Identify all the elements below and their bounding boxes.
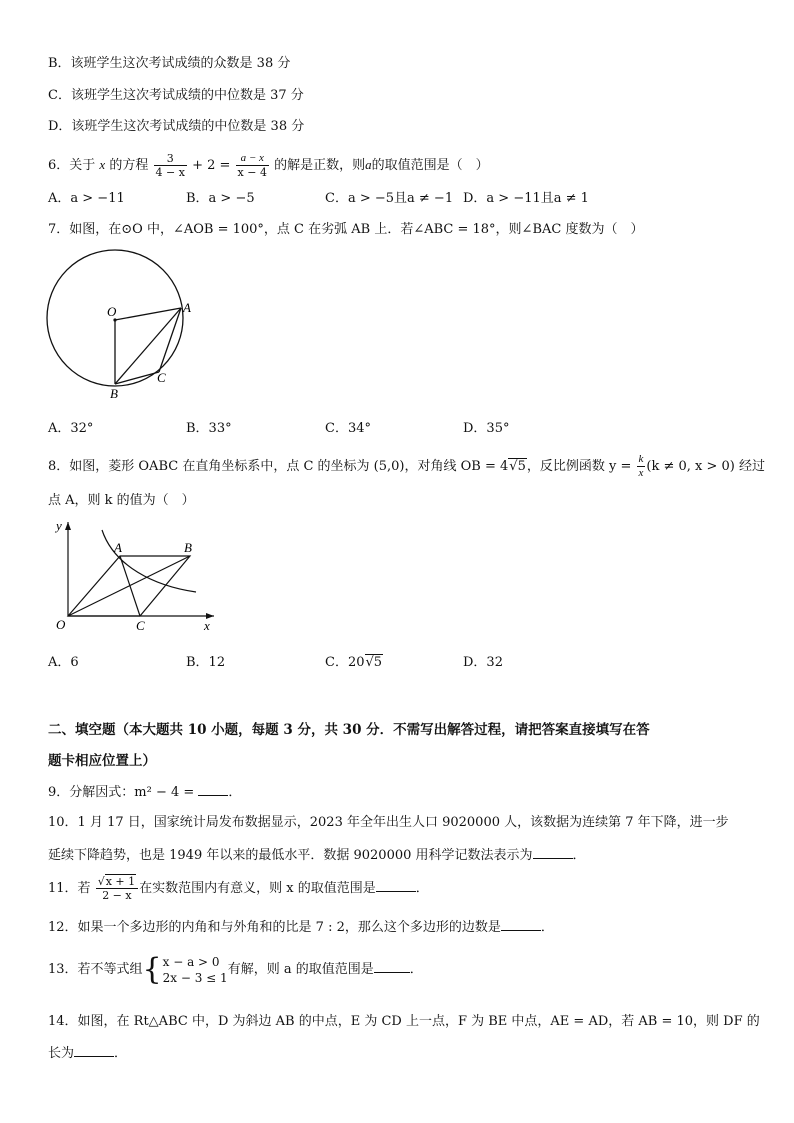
q6-option-a: A．a > −11 bbox=[48, 191, 125, 206]
q11-fraction: $\frac{√x + 1}{2 - x}$ bbox=[96, 875, 138, 902]
label-x: x bbox=[204, 618, 210, 633]
q8-fraction: $\frac{k}{x}$ bbox=[638, 453, 644, 479]
label-a: A bbox=[183, 300, 191, 315]
label-y: y bbox=[56, 518, 62, 533]
system-brace: { bbox=[142, 951, 162, 987]
q7-option-d: D．35° bbox=[463, 421, 510, 436]
section2-heading-line1: 二、填空题（本大题共 10 小题，每题 3 分，共 30 分．不需写出解答过程，请把答案直接填写在答 bbox=[48, 722, 650, 738]
q14-stem-line1: 14．如图，在 Rt△ABC 中，D 为斜边 AB 的中点，E 为 CD 上一点，F 为 BE 中点，AE = AD，若 AB = 10，则 DF 的 bbox=[48, 1014, 760, 1029]
q7-option-a: A．32° bbox=[48, 421, 94, 436]
q12-answer-blank[interactable] bbox=[501, 918, 541, 931]
q9-answer-blank[interactable] bbox=[198, 783, 228, 796]
q12-stem: 12．如果一个多边形的内角和与外角和的比是 7 : 2，那么这个多边形的边数是 ． bbox=[48, 920, 554, 935]
q13-stem: 13．若不等式组{ x − a > 0 2x − 3 ≤ 1 有解，则 a 的取值范围是 ． bbox=[48, 951, 423, 987]
q8-sqrt: √5 bbox=[509, 459, 526, 474]
section2-heading-line2: 题卡相应位置上） bbox=[48, 753, 156, 769]
inequality-system: x − a > 0 2x − 3 ≤ 1 bbox=[162, 954, 228, 985]
q8-option-a: A．6 bbox=[48, 655, 79, 670]
q8-option-c: C．20√5 bbox=[325, 655, 383, 670]
label-b: B bbox=[110, 386, 118, 401]
q6-option-c: C．a > −5且a ≠ −1 bbox=[325, 191, 454, 206]
label-c: C bbox=[136, 618, 145, 633]
q13-answer-blank[interactable] bbox=[374, 960, 410, 973]
q6-option-b: B．a > −5 bbox=[186, 191, 255, 206]
q7-stem: 7．如图，在⊙O 中，∠AOB = 100°，点 C 在劣弧 AB 上．若∠ABC = 18°，则∠BAC 度数为（ ） bbox=[48, 222, 644, 237]
q8-option-d: D．32 bbox=[463, 655, 503, 670]
q10-stem-line2: 延续下降趋势，也是 1949 年以来的最低水平．数据 9020000 用科学记数法表示为 ． bbox=[48, 848, 586, 863]
segment-ab bbox=[115, 308, 181, 384]
q8-stem-line1: 8．如图，菱形 OABC 在直角坐标系中，点 C 的坐标为 (5,0)，对角线 OB = 4√5，反比例函数 y = $\frac{k}{x}$ (k ≠ 0, x > 0) 经过 bbox=[48, 453, 765, 479]
q8-rhombus-figure bbox=[44, 516, 224, 636]
q11-answer-blank[interactable] bbox=[376, 879, 416, 892]
q10-answer-blank[interactable] bbox=[533, 846, 573, 859]
q6-fraction-1: $\frac{3}{4 - x}$ bbox=[155, 152, 185, 179]
segment-oa bbox=[115, 308, 181, 320]
q5-option-b: B．该班学生这次考试成绩的众数是 38 分 bbox=[48, 56, 291, 71]
q7-option-c: C．34° bbox=[325, 421, 371, 436]
label-a: A bbox=[114, 540, 122, 555]
label-o: O bbox=[107, 304, 117, 319]
q6-fraction-2: $\frac{a - x}{x - 4}$ bbox=[237, 152, 267, 179]
q6-stem: 6．关于 x 的方程 $\frac{3}{4 - x}$ + 2 = $\frac{a - x}{x - 4}$ 的解是正数，则a的取值范围是（ ） bbox=[48, 152, 489, 179]
diagonal-ac bbox=[120, 556, 140, 616]
q8-option-c-sqrt: √5 bbox=[365, 655, 383, 670]
label-o: O bbox=[56, 617, 66, 632]
q7-circle-figure bbox=[40, 240, 200, 410]
q8-option-b: B．12 bbox=[186, 655, 226, 670]
q7-option-b: B．33° bbox=[186, 421, 232, 436]
segment-ca bbox=[159, 308, 181, 372]
q8-stem-line2: 点 A，则 k 的值为（ ） bbox=[48, 493, 195, 508]
diagonal-ob bbox=[68, 556, 190, 616]
q9-stem: 9．分解因式：m² − 4 = ． bbox=[48, 785, 242, 800]
q11-stem: 11．若 $\frac{√x + 1}{2 - x}$ 在实数范围内有意义，则 x 的取值范围是 ． bbox=[48, 875, 429, 902]
label-b: B bbox=[184, 540, 192, 555]
q6-option-d: D．a > −11且a ≠ 1 bbox=[463, 191, 589, 206]
q14-answer-blank[interactable] bbox=[74, 1044, 114, 1057]
y-axis-arrow bbox=[65, 522, 71, 530]
q5-option-d: D．该班学生这次考试成绩的中位数是 38 分 bbox=[48, 119, 305, 134]
q14-stem-line2: 长为 ． bbox=[48, 1046, 128, 1061]
q5-option-c: C．该班学生这次考试成绩的中位数是 37 分 bbox=[48, 88, 304, 103]
q10-stem-line1: 10．1 月 17 日，国家统计局发布数据显示，2023 年全年出生人口 9020000 人，该数据为连续第 7 年下降，进一步 bbox=[48, 815, 729, 830]
label-c: C bbox=[157, 370, 166, 385]
